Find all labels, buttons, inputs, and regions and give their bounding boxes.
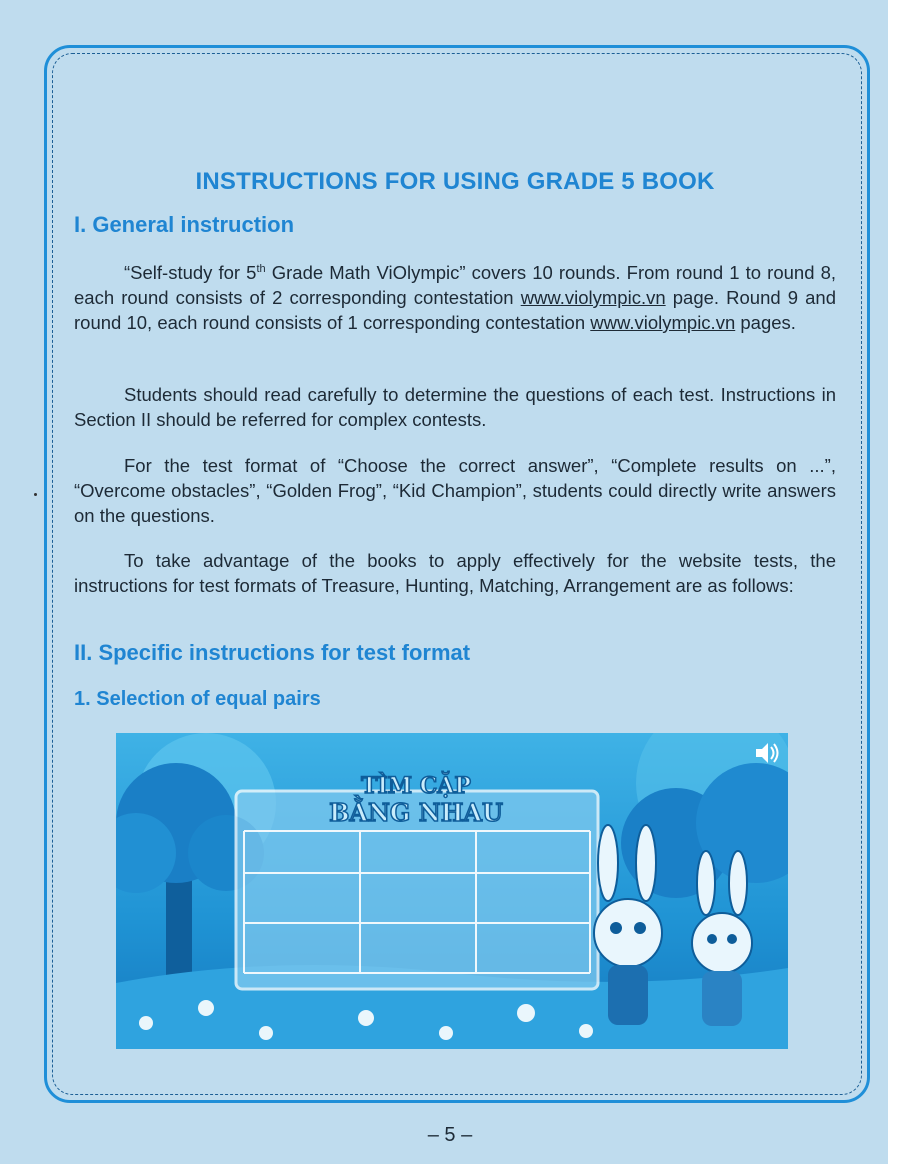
page-title: INSTRUCTIONS FOR USING GRADE 5 BOOK [195,168,715,195]
page-number: – 5 – [427,1124,473,1146]
violympic-link-2[interactable]: www.violympic.vn [590,312,736,333]
paragraph-1 [74,260,836,335]
scan-speck [34,493,37,496]
violympic-link-1[interactable]: www.violympic.vn [520,287,666,308]
para2-text: Students should read carefully to determine the questions of each test. Instructions in Section II should be referred for complex contests. [74,384,836,430]
game-scene [116,733,788,1049]
page-edge [888,0,900,1164]
para1-text-a: “Self-study for 5 [124,262,257,283]
para4-text: To take advantage of the books to apply effectively for the website tests, the instructions for test formats of Treasure, Hunting, Matching, Arrangement are as follows: [74,550,836,596]
para1-text-d: pages. [735,312,796,333]
game-illustration [116,733,788,1049]
section-2-heading: II. Specific instructions for test format [74,640,471,665]
subsection-1-heading: 1. Selection of equal pairs [74,688,321,710]
paragraph-4 [74,548,836,598]
game-title-line-1: TÌM CẶP [361,773,471,799]
para1-sup: th [256,262,266,275]
para1-text-c: page. Round 9 and round 10, each round consists of 1 corresponding contestation [74,287,837,333]
paragraph-3 [74,453,836,528]
para1-text-b: Grade Math ViOlympic” covers 10 rounds. From round 1 to round 8, each round consists of 2 corresponding contestation [74,262,836,308]
game-title-line-2: BẰNG NHAU [329,798,503,827]
para3-text: For the test format of “Choose the correct answer”, “Complete results on ...”, “Overcome obstacles”, “Golden Frog”, “Kid Champion”, students could directly write answers on the questions. [74,455,836,526]
section-1-heading: I. General instruction [74,212,295,237]
paragraph-2 [74,382,836,432]
